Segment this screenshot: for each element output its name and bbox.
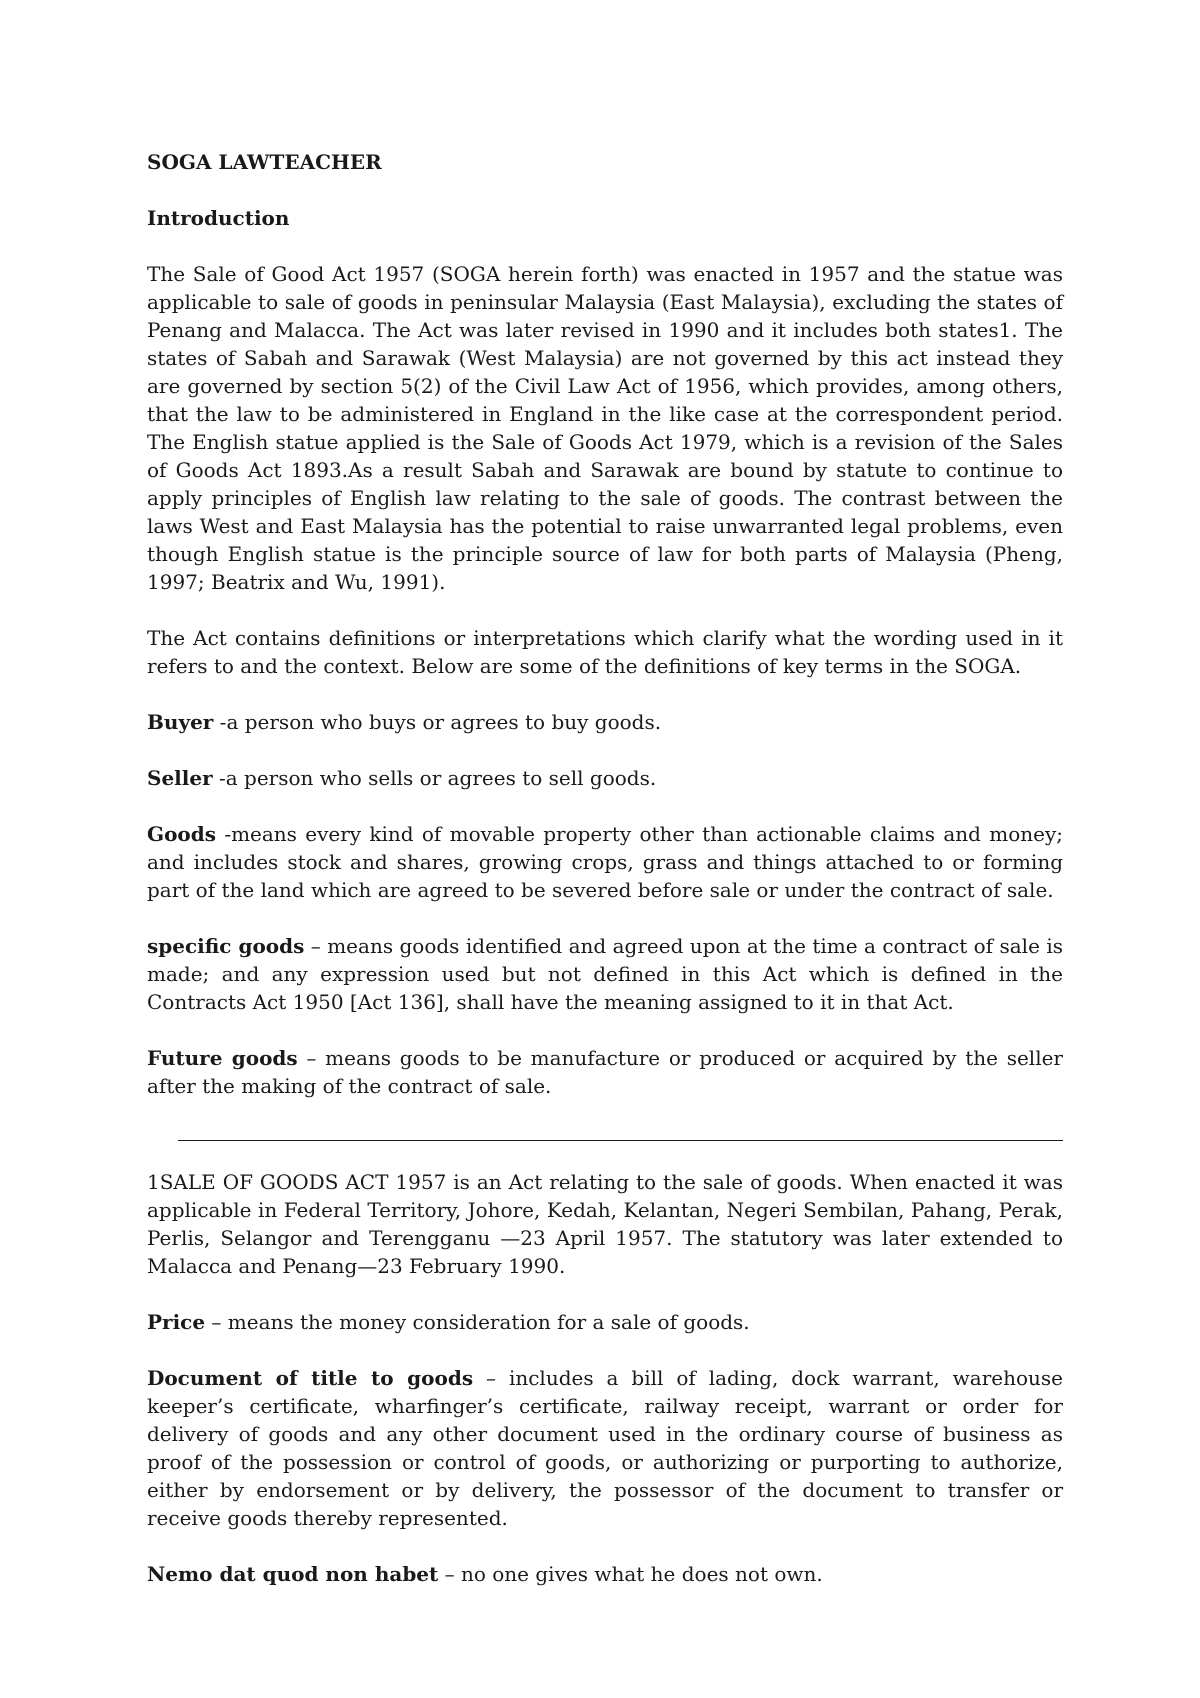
footnote-divider	[178, 1140, 1063, 1141]
definition-price	[147, 1308, 1063, 1336]
definition-document-of-title	[147, 1364, 1063, 1532]
section-heading-introduction: Introduction	[147, 206, 290, 230]
definition-text: – means the money consideration for a sale of goods.	[205, 1310, 750, 1334]
definition-term: Future goods	[147, 1046, 298, 1070]
definition-term: Document of title to goods	[147, 1366, 474, 1390]
definition-text: – includes a bill of lading, dock warrant, warehouse keeper’s certificate, wharfinger’s certificate, railway receipt, warrant or order for delivery of goods and any other document used in the ordinary course of business as proof of the possession or control of goods, or authorizing or purporting to authorize, either by endorsement or by delivery, the possessor of the document to transfer or receive goods thereby represented.	[147, 1366, 1063, 1530]
document-body	[147, 148, 1063, 1616]
definition-seller	[147, 764, 1063, 792]
footnote-section	[147, 1140, 1063, 1280]
definition-text: -means every kind of movable property other than actionable claims and money; and includes stock and shares, growing crops, grass and things attached to or forming part of the land which are agreed to be severed before sale or under the contract of sale.	[147, 822, 1063, 902]
definition-text: – means goods to be manufacture or produced or acquired by the seller after the making of the contract of sale.	[147, 1046, 1063, 1098]
definition-term: Goods	[147, 822, 217, 846]
definition-text: – no one gives what he does not own.	[438, 1562, 823, 1586]
definition-term: specific goods	[147, 934, 305, 958]
definition-goods	[147, 820, 1063, 904]
definition-term: Nemo dat quod non habet	[147, 1562, 439, 1586]
definition-nemo-dat	[147, 1560, 1063, 1588]
definition-term: Seller	[147, 766, 213, 790]
definition-text: – means goods identified and agreed upon at the time a contract of sale is made; and any expression used but not defined in this Act which is defined in the Contracts Act 1950 [Act 136], shall have the meaning assigned to it in that Act.	[147, 934, 1063, 1014]
definition-term: Buyer	[147, 710, 214, 734]
definition-specific-goods	[147, 932, 1063, 1016]
definition-buyer	[147, 708, 1063, 736]
definition-future-goods	[147, 1044, 1063, 1100]
intro-paragraph: The Sale of Good Act 1957 (SOGA herein forth) was enacted in 1957 and the statue was applicable to sale of goods in peninsular Malaysia (East Malaysia), excluding the states of Penang and Malacca. The Act was later revised in 1990 and it includes both states1. The states of Sabah and Sarawak (West Malaysia) are not governed by this act instead they are governed by section 5(2) of the Civil Law Act of 1956, which provides, among others, that the law to be administered in England in the like case at the correspondent period. The English statue applied is the Sale of Goods Act 1979, which is a revision of the Sales of Goods Act 1893.As a result Sabah and Sarawak are bound by statute to continue to apply principles of English law relating to the sale of goods. The contrast between the laws West and East Malaysia has the potential to raise unwarranted legal problems, even though English statue is the principle source of law for both parts of Malaysia (Pheng, 1997; Beatrix and Wu, 1991).	[147, 262, 1063, 594]
definition-term: Price	[147, 1310, 206, 1334]
document-title: SOGA LAWTEACHER	[147, 150, 382, 174]
definition-text: -a person who sells or agrees to sell goods.	[212, 766, 657, 790]
footnote-text: 1SALE OF GOODS ACT 1957 is an Act relating to the sale of goods. When enacted it was applicable in Federal Territory, Johore, Kedah, Kelantan, Negeri Sembilan, Pahang, Perak, Perlis, Selangor and Terengganu —23 April 1957. The statutory was later extended to Malacca and Penang—23 February 1990.	[147, 1170, 1063, 1278]
definitions-intro-paragraph: The Act contains definitions or interpretations which clarify what the wording used in it refers to and the context. Below are some of the definitions of key terms in the SOGA.	[147, 626, 1063, 678]
definition-text: -a person who buys or agrees to buy goods.	[213, 710, 662, 734]
